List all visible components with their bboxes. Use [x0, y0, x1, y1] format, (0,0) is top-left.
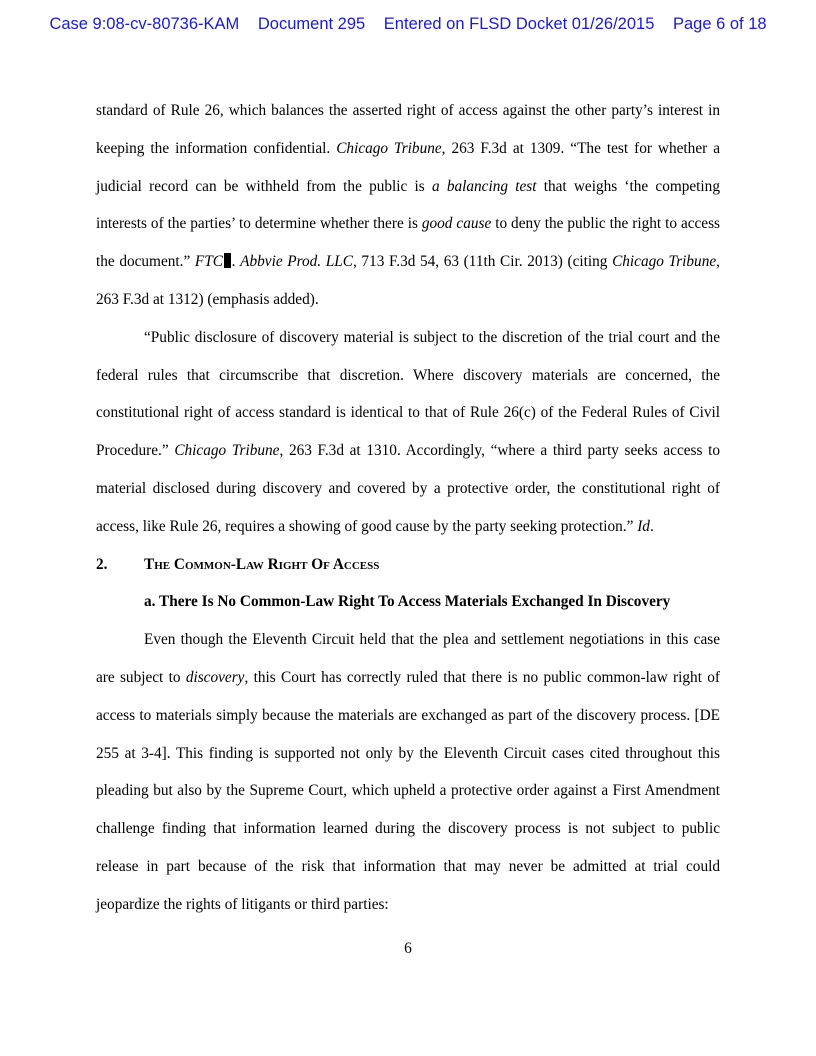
case-number: Case 9:08-cv-80736-KAM: [49, 15, 240, 33]
page-indicator: Page 6 of 18: [672, 15, 767, 33]
paragraph-1: standard of Rule 26, which balances the asserted right of access against the other party’s interest in keeping the information confidential. Chicago Tribune, 263 F.3d at 1309. “The test for whether a judicial record can be withheld from the public is a balancing test that weighs ‘the competing interests of the parties’ to determine whether there is good cause to deny the public the right to access the document.” FTC . Abbvie Prod. LLC, 713 F.3d 54, 63 (11th Cir. 2013) (citing Chicago Tribune, 263 F.3d at 1312) (emphasis added).: [96, 102, 721, 308]
case-citation: Id: [637, 517, 650, 535]
docket-entry: Entered on FLSD Docket 01/26/2015: [383, 15, 655, 33]
paragraph-2: “Public disclosure of discovery material is subject to the discretion of the trial court and the federal rules that circumscribe that discretion. Where discovery materials are concerned, the constitutional right of access standard is identical to that of Rule 26(c) of the Federal Rules of Civil Procedure.” Chicago Tribune, 263 F.3d at 1310. Accordingly, “where a third party seeks access to material disclosed during discovery and covered by a protective order, the constitutional right of access, like Rule 26, requires a showing of good cause by the party seeking protection.” Id.: [96, 328, 721, 535]
case-citation: FTC: [194, 253, 223, 271]
subsection-heading: a. There Is No Common-Law Right To Access Materials Exchanged In Discovery: [144, 593, 671, 611]
case-citation: Chicago Tribune: [336, 139, 442, 157]
page-number: 6: [404, 940, 412, 957]
section-title: The Common-Law Right Of Access: [144, 555, 380, 573]
paragraph-3: Even though the Eleventh Circuit held that the plea and settlement negotiations in this case are subject to discovery, this Court has correctly ruled that there is no public common-law right of access to materials simply because the materials are exchanged as part of the discovery process. [DE 255 at 3-4]. This finding is supported not only by the Eleventh Circuit cases cited throughout this pleading but also by the Supreme Court, which upheld a protective order against a First Amendment challenge finding that information learned during the discovery process is not subject to public release in part because of the risk that information that may never be admitted at trial could jeopardize the rights of litigants or third parties:: [96, 631, 720, 913]
case-citation: Chicago Tribune: [612, 253, 717, 271]
document-body: [96, 92, 720, 924]
redaction-mark: [224, 253, 231, 268]
case-citation: Chicago Tribune: [174, 442, 280, 460]
docket-header: [0, 15, 816, 34]
document-number: Document 295: [257, 15, 366, 33]
case-citation: . Abbvie Prod. LLC: [231, 253, 353, 271]
section-heading: [96, 546, 720, 584]
section-number: 2.: [96, 555, 108, 573]
